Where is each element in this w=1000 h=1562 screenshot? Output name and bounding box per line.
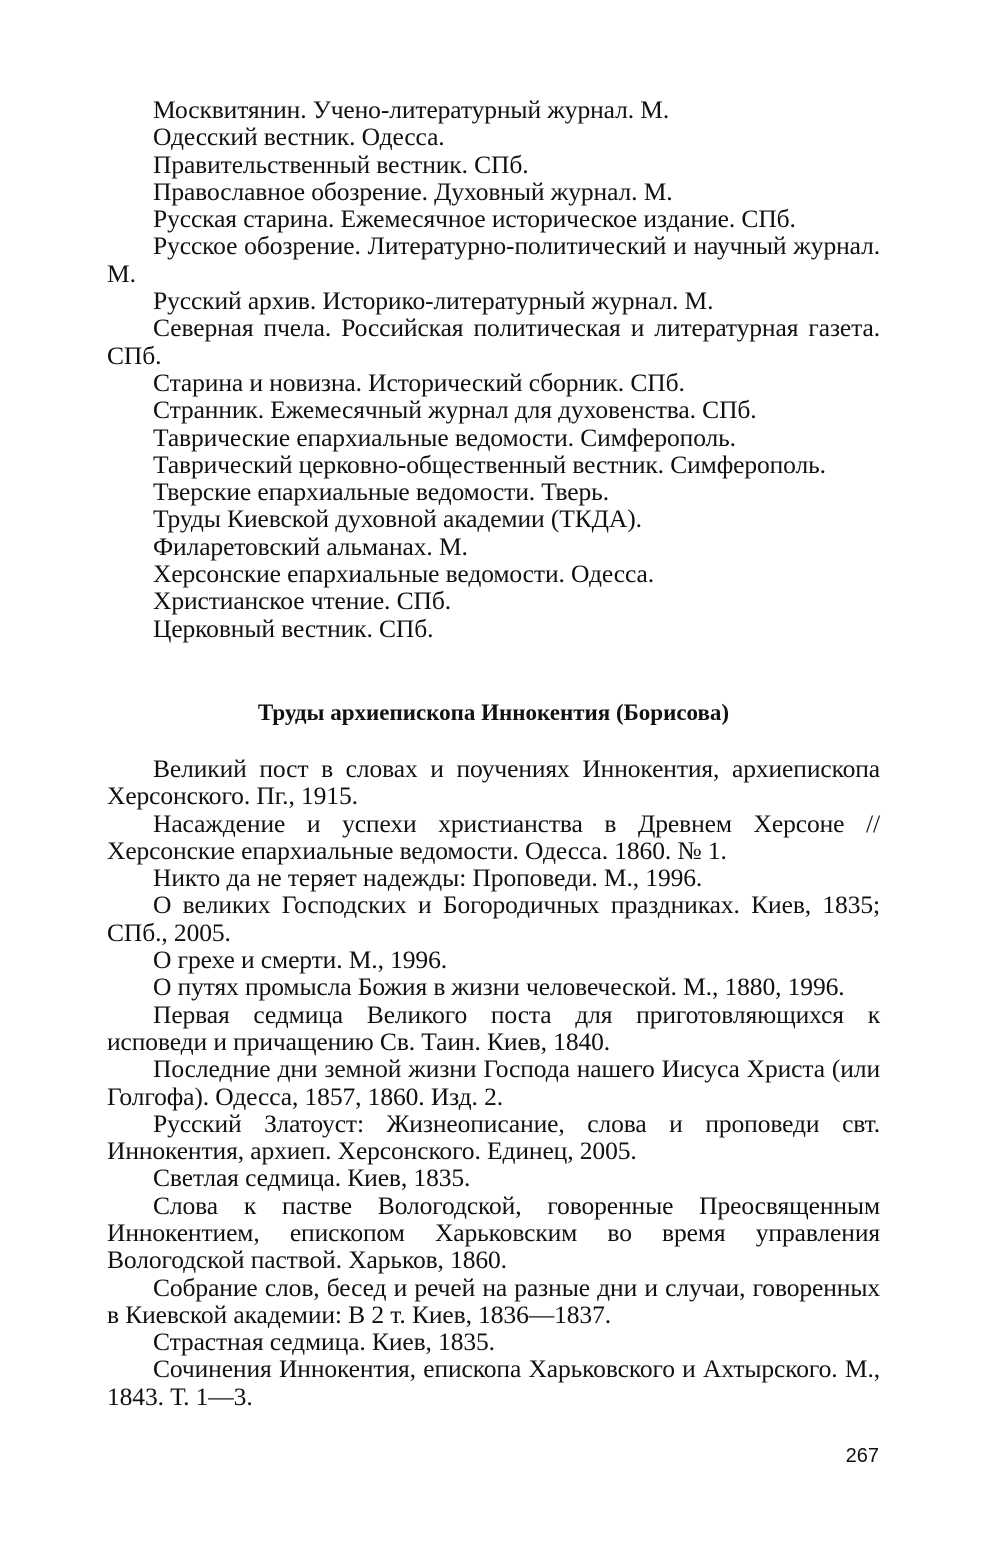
periodical-entry: Русская старина. Ежемесячное историческое издание. СПб. <box>153 204 796 234</box>
periodical-entry: Старина и новизна. Исторический сборник. СПб. <box>153 367 685 397</box>
periodical-entry: Тверские епархиальные ведомости. Тверь. <box>153 477 609 507</box>
page-body <box>107 96 880 1410</box>
periodical-entry: Таврические епархиальные ведомости. Симферополь. <box>153 422 736 452</box>
periodical-entry: Странник. Ежемесячный журнал для духовенства. СПб. <box>153 395 757 425</box>
work-entry: О грехе и смерти. М., 1996. <box>153 945 448 975</box>
periodical-entry: Христианское чтение. СПб. <box>153 586 451 616</box>
work-entry: Светлая седмица. Киев, 1835. <box>153 1163 471 1193</box>
work-entry: Первая седмица Великого поста для приготовляющихся к исповеди и причащению Св. Таин. Киев, 1840. <box>107 999 880 1056</box>
periodical-entry: Таврический церковно-общественный вестник. Симферополь. <box>153 449 826 479</box>
page-number: 267 <box>845 1445 879 1467</box>
work-entry: Русский Златоуст: Жизнеописание, слова и проповеди свт. Иннокентия, архиеп. Херсонского. Единец, 2005. <box>107 1108 880 1166</box>
periodical-entry: Москвитянин. Учено-литературный журнал. М. <box>153 95 670 124</box>
section-heading: Труды архиепископа Иннокентия (Борисова) <box>257 699 730 725</box>
periodical-entry: Одесский вестник. Одесса. <box>153 122 445 152</box>
periodical-entry: Херсонские епархиальные ведомости. Одесса. <box>153 559 654 589</box>
periodicals-list <box>107 96 880 642</box>
periodical-entry: Труды Киевской духовной академии (ТКДА). <box>153 504 642 534</box>
periodical-entry: Русское обозрение. Литературно-политический и научный журнал. М. <box>107 231 880 288</box>
works-list <box>107 755 880 1410</box>
periodical-entry: Православное обозрение. Духовный журнал. М. <box>153 176 673 206</box>
periodical-entry: Правительственный вестник. СПб. <box>153 149 529 179</box>
work-entry: Великий пост в словах и поучениях Иннокентия, архиепископа Херсонского. Пг., 1915. <box>107 753 880 811</box>
periodical-entry: Северная пчела. Российская политическая и литературная газета. СПб. <box>107 313 880 370</box>
periodical-entry: Церковный вестник. СПб. <box>153 613 434 643</box>
periodical-entry: Русский архив. Историко-литературный журнал. М. <box>153 286 714 316</box>
work-entry: О путях промысла Божия в жизни человеческой. М., 1880, 1996. <box>153 972 845 1002</box>
work-entry: Насаждение и успехи христианства в Древнем Херсоне // Херсонские епархиальные ведомости. Одесса. 1860. № 1. <box>107 808 880 865</box>
work-entry: О великих Господских и Богородичных праздниках. Киев, 1835; СПб., 2005. <box>107 890 880 947</box>
work-entry: Сочинения Иннокентия, епископа Харьковского и Ахтырского. М., 1843. Т. 1—3. <box>107 1354 880 1411</box>
work-entry: Слова к пастве Вологодской, говоренные Преосвященным Иннокентием, епископом Харьковским во время управления Вологодской паствой. Харьков, 1860. <box>107 1190 880 1275</box>
work-entry: Последние дни земной жизни Господа нашего Иисуса Христа (или Голгофа). Одесса, 1857, 1860. Изд. 2. <box>107 1054 880 1111</box>
work-entry: Страстная седмица. Киев, 1835. <box>153 1327 495 1357</box>
periodical-entry: Филаретовский альманах. М. <box>153 531 468 561</box>
work-entry: Никто да не теряет надежды: Проповеди. М., 1996. <box>153 863 703 893</box>
work-entry: Собрание слов, бесед и речей на разные дни и случаи, говоренных в Киевской академии: В 2 т. Киев, 1836—1837. <box>107 1272 880 1329</box>
